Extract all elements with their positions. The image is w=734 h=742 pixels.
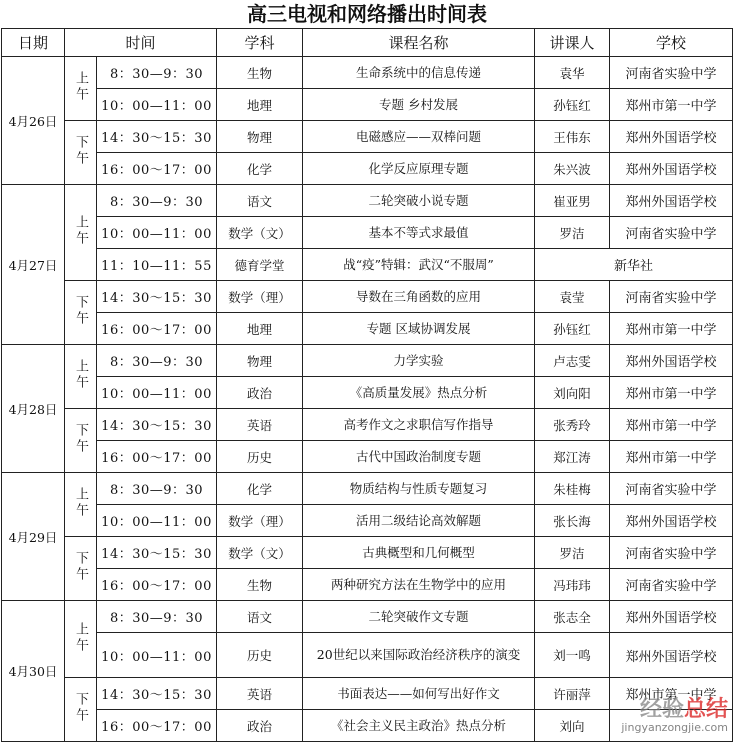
teacher-cell: 刘一鸣 xyxy=(535,633,610,678)
header-teacher: 讲课人 xyxy=(535,29,610,57)
school-cell: 河南省实验中学 xyxy=(610,281,733,313)
watermark-text: 经验 xyxy=(639,697,684,722)
teacher-cell: 孙钰红 xyxy=(535,313,610,345)
subject-cell: 德育学堂 xyxy=(217,249,303,281)
period-label: 下午 xyxy=(73,551,88,583)
subject-cell: 生物 xyxy=(217,569,303,601)
table-row xyxy=(2,217,733,249)
school-cell: 郑州外国语学校 xyxy=(610,153,733,185)
subject-cell: 物理 xyxy=(217,121,303,153)
time-cell: 14：30～15：30 xyxy=(97,121,217,153)
teacher-cell: 朱兴波 xyxy=(535,153,610,185)
school-cell: 郑州市第一中学 xyxy=(610,441,733,473)
course-cell: 基本不等式求最值 xyxy=(303,217,535,249)
course-cell: 专题 乡村发展 xyxy=(303,89,535,121)
table-row xyxy=(2,57,733,89)
subject-cell: 语文 xyxy=(217,185,303,217)
period-cell xyxy=(65,57,97,121)
course-cell: 战“疫”特辑：武汉“不服周” xyxy=(303,249,535,281)
date-cell: 4月29日 xyxy=(2,473,65,601)
school-cell xyxy=(610,710,733,742)
table-row xyxy=(2,377,733,409)
time-cell: 11：10—11：55 xyxy=(97,249,217,281)
table-row xyxy=(2,153,733,185)
subject-cell: 地理 xyxy=(217,89,303,121)
period-cell xyxy=(65,409,97,473)
subject-cell: 数学（文） xyxy=(217,217,303,249)
period-cell xyxy=(65,185,97,281)
school-cell: 郑州市第一中学 xyxy=(610,377,733,409)
school-cell: 郑州外国语学校 xyxy=(610,345,733,377)
schedule-table xyxy=(1,28,733,742)
time-cell: 10：00—11：00 xyxy=(97,505,217,537)
time-cell: 14：30～15：30 xyxy=(97,537,217,569)
period-label: 上午 xyxy=(73,71,88,103)
header-date: 日期 xyxy=(2,29,65,57)
course-cell: 生命系统中的信息传递 xyxy=(303,57,535,89)
school-cell: 郑州外国语学校 xyxy=(610,601,733,633)
date-cell: 4月26日 xyxy=(2,57,65,185)
table-row xyxy=(2,313,733,345)
table-row xyxy=(2,473,733,505)
period-label: 上午 xyxy=(73,487,88,519)
subject-cell: 语文 xyxy=(217,601,303,633)
subject-cell: 政治 xyxy=(217,710,303,742)
table-row xyxy=(2,601,733,633)
teacher-cell: 刘向 xyxy=(535,710,610,742)
time-cell: 16：00～17：00 xyxy=(97,710,217,742)
school-cell: 郑州外国语学校 xyxy=(610,633,733,678)
time-cell: 16：00～17：00 xyxy=(97,153,217,185)
course-cell: 导数在三角函数的应用 xyxy=(303,281,535,313)
subject-cell: 化学 xyxy=(217,473,303,505)
period-cell xyxy=(65,281,97,345)
teacher-cell: 张志全 xyxy=(535,601,610,633)
table-row xyxy=(2,678,733,710)
course-cell: 活用二级结论高效解题 xyxy=(303,505,535,537)
period-label: 上午 xyxy=(73,359,88,391)
course-cell: 古典概型和几何概型 xyxy=(303,537,535,569)
period-cell xyxy=(65,537,97,601)
date-cell: 4月30日 xyxy=(2,601,65,742)
course-cell: 二轮突破作文专题 xyxy=(303,601,535,633)
school-cell: 河南省实验中学 xyxy=(610,57,733,89)
subject-cell: 英语 xyxy=(217,678,303,710)
subject-cell: 数学（理） xyxy=(217,281,303,313)
teacher-cell: 郑江涛 xyxy=(535,441,610,473)
period-label: 上午 xyxy=(73,621,88,654)
time-cell: 14：30～15：30 xyxy=(97,678,217,710)
table-row xyxy=(2,345,733,377)
teacher-cell: 罗洁 xyxy=(535,217,610,249)
period-label: 下午 xyxy=(73,692,88,724)
teacher-cell: 崔亚男 xyxy=(535,185,610,217)
header-subject: 学科 xyxy=(217,29,303,57)
header-course: 课程名称 xyxy=(303,29,535,57)
period-label: 下午 xyxy=(73,295,88,327)
period-cell xyxy=(65,678,97,742)
page-title: 高三电视和网络播出时间表 xyxy=(247,2,487,26)
teacher-cell: 袁莹 xyxy=(535,281,610,313)
table-row xyxy=(2,249,733,281)
teacher-cell: 刘向阳 xyxy=(535,377,610,409)
school-cell: 河南省实验中学 xyxy=(610,473,733,505)
teacher-cell: 朱桂梅 xyxy=(535,473,610,505)
course-cell: 二轮突破小说专题 xyxy=(303,185,535,217)
period-cell xyxy=(65,601,97,678)
watermark-text-accent: 总结 xyxy=(683,697,728,722)
school-cell: 郑州市第一中学 xyxy=(610,409,733,441)
table-row xyxy=(2,710,733,742)
date-cell: 4月28日 xyxy=(2,345,65,473)
time-cell: 8：30—9：30 xyxy=(97,473,217,505)
time-cell: 10：00—11：00 xyxy=(97,633,217,678)
subject-cell: 数学（文） xyxy=(217,537,303,569)
teacher-cell: 王伟东 xyxy=(535,121,610,153)
school-cell: 郑州外国语学校 xyxy=(610,121,733,153)
school-cell: 郑州外国语学校 xyxy=(610,185,733,217)
watermark-url: jingyanzongjie.com xyxy=(621,721,728,734)
subject-cell: 地理 xyxy=(217,313,303,345)
time-cell: 8：30—9：30 xyxy=(97,601,217,633)
course-cell: 物质结构与性质专题复习 xyxy=(303,473,535,505)
period-label: 下午 xyxy=(73,423,88,455)
subject-cell: 生物 xyxy=(217,57,303,89)
time-cell: 10：00—11：00 xyxy=(97,217,217,249)
time-cell: 8：30—9：30 xyxy=(97,57,217,89)
school-cell: 郑州市第一中学 xyxy=(610,678,733,710)
time-cell: 14：30～15：30 xyxy=(97,281,217,313)
header-row xyxy=(2,29,733,57)
school-cell: 河南省实验中学 xyxy=(610,217,733,249)
time-cell: 10：00—11：00 xyxy=(97,377,217,409)
table-row xyxy=(2,537,733,569)
course-cell: 力学实验 xyxy=(303,345,535,377)
teacher-cell: 冯玮玮 xyxy=(535,569,610,601)
course-cell: 《高质量发展》热点分析 xyxy=(303,377,535,409)
course-cell: 《社会主义民主政治》热点分析 xyxy=(303,710,535,742)
subject-cell: 政治 xyxy=(217,377,303,409)
subject-cell: 化学 xyxy=(217,153,303,185)
time-cell: 10：00—11：00 xyxy=(97,89,217,121)
table-row xyxy=(2,505,733,537)
course-cell: 专题 区域协调发展 xyxy=(303,313,535,345)
course-cell: 20世纪以来国际政治经济秩序的演变 xyxy=(303,633,535,678)
subject-cell: 数学（理） xyxy=(217,505,303,537)
time-cell: 16：00～17：00 xyxy=(97,441,217,473)
table-row xyxy=(2,569,733,601)
period-label: 上午 xyxy=(73,215,88,247)
table-row xyxy=(2,89,733,121)
teacher-cell: 孙钰红 xyxy=(535,89,610,121)
period-label: 下午 xyxy=(73,135,88,167)
table-row xyxy=(2,409,733,441)
teacher-cell: 许丽萍 xyxy=(535,678,610,710)
subject-cell: 历史 xyxy=(217,441,303,473)
course-cell: 两种研究方法在生物学中的应用 xyxy=(303,569,535,601)
table-row xyxy=(2,121,733,153)
school-cell: 河南省实验中学 xyxy=(610,569,733,601)
header-school: 学校 xyxy=(610,29,733,57)
course-cell: 高考作文之求职信写作指导 xyxy=(303,409,535,441)
table-row xyxy=(2,633,733,678)
time-cell: 14：30～15：30 xyxy=(97,409,217,441)
time-cell: 8：30—9：30 xyxy=(97,185,217,217)
date-cell: 4月27日 xyxy=(2,185,65,345)
period-cell xyxy=(65,473,97,537)
period-cell xyxy=(65,345,97,409)
teacher-cell: 袁华 xyxy=(535,57,610,89)
subject-cell: 历史 xyxy=(217,633,303,678)
course-cell: 化学反应原理专题 xyxy=(303,153,535,185)
teacher-cell: 张秀玲 xyxy=(535,409,610,441)
school-cell: 河南省实验中学 xyxy=(610,537,733,569)
teacher-cell: 卢志雯 xyxy=(535,345,610,377)
teacher-cell: 张长海 xyxy=(535,505,610,537)
course-cell: 书面表达——如何写出好作文 xyxy=(303,678,535,710)
time-cell: 8：30—9：30 xyxy=(97,345,217,377)
subject-cell: 物理 xyxy=(217,345,303,377)
table-row xyxy=(2,281,733,313)
school-cell: 郑州市第一中学 xyxy=(610,313,733,345)
time-cell: 16：00～17：00 xyxy=(97,313,217,345)
teacher-cell: 罗洁 xyxy=(535,537,610,569)
table-row xyxy=(2,185,733,217)
course-cell: 电磁感应——双棒问题 xyxy=(303,121,535,153)
time-cell: 16：00～17：00 xyxy=(97,569,217,601)
header-time: 时间 xyxy=(65,29,217,57)
subject-cell: 英语 xyxy=(217,409,303,441)
school-cell: 郑州市第一中学 xyxy=(610,89,733,121)
table-row xyxy=(2,441,733,473)
school-cell: 新华社 xyxy=(535,249,733,281)
period-cell xyxy=(65,121,97,185)
course-cell: 古代中国政治制度专题 xyxy=(303,441,535,473)
school-cell: 郑州外国语学校 xyxy=(610,505,733,537)
